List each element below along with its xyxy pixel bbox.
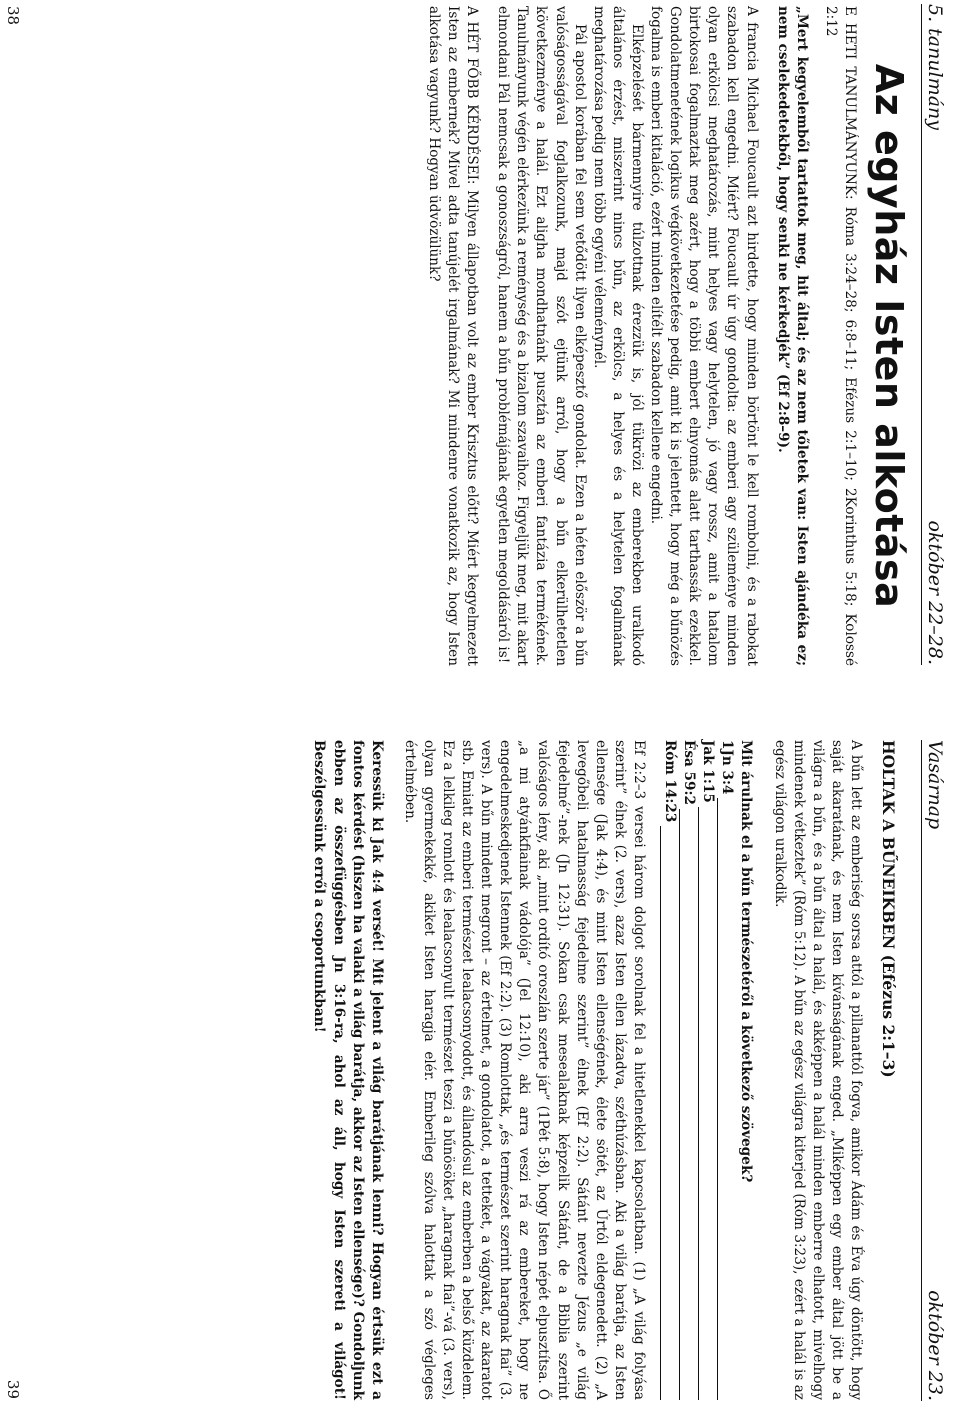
lesson-title: Az egyház Isten alkotása — [867, 63, 911, 609]
answer-line[interactable] — [698, 807, 713, 1400]
reference-row — [679, 740, 698, 1400]
key-questions: A HÉT FŐBB KÉRDÉSEI: Milyen állapotban volt az ember Krisztus előtt? Miért kegyelmezett Isten az embernek? Mivel adta tanújelét irgalmának? Mi mindenre vonatkozik az, hogy Isten alkotása vagyunk? Hogyan üdvözülünk? — [426, 6, 481, 666]
reference-row — [698, 740, 717, 1400]
discussion-question: Keressük ki Jak 4:4 versét! Mit jelent a világ barátjának lenni? Hogyan értsük ezt a fontos kérdést (hiszen ha valaki a világ barátja, akkor az Isten ellensége)? Gondoljunk ebben az összefüggésben Jn 3:16-ra, ahol az áll, hogy Isten szereti a világot! Beszélgessünk erről a csoportunkban! — [311, 740, 385, 1400]
right-page-number: 39 — [4, 1379, 22, 1399]
lesson-number: 5. tanulmány — [924, 4, 946, 130]
intro-paragraph-3: Pál apostol korában fel sem vetődött ilyen elképesztő gondolat. Ezen a héten először a bűn valóságosságával foglalkozunk, majd szót ejtünk arról, hogy a bűn elkerülhetetlen következménye a halál. Ezt aligha mondhatnánk pusztán az emberi fantázia termékének. Tanulmányunk végén elérkezünk a reménység és a bizalom szavaihoz. Figyeljük meg, mit akart elmondani Pál nemcsak a gonoszságról, hanem a bűn problémájának egyetlen megoldásáról is! — [495, 6, 588, 666]
left-page — [0, 0, 960, 705]
answer-line[interactable] — [679, 809, 694, 1400]
section-paragraph-2: Ef 2:2–3 versei három dolgot sorolnak fel a hitetlenekkel kapcsolatban. (1) „A világ folyása szerint” élnek (2. vers), azaz Isten ellen lázadva, széthúzásban. Aki a világ barátja, az Isten ellensége (Jak 4:4), és mint Isten ellenségének, élete sötét, az Úrtól eldegenedett. (2) „A levegőbeli hatalmasság fejedelme szerint” élnek (Ef 2:2). Sátánt nevezte Jézus „e világ fejedelmé”-nek (Jn 12:31). Sokan csak mesealaknak képzelik Sátánt, de a Biblia szerint valóságos lény, aki „mint ordító oroszlán szerte jár” (1Pét 5:8), hogy Isten népét elpusztítsa. Ő „a mi atyánkfiainak vádolója” (Jel 12:10), aki arra veszi rá az embereket, hogy ne engedelmeskedjenek Istennek (Ef 2:2). (3) Romlottak, „és természet szerint haragnak fiai” (3. vers). A bűn mindent megront – az értelmet, a gondolatot, a tetteket, a vágyakat, az akaratot stb. Emiatt az emberi természet lealacsonyodott, és állandósul az emberben a belső küzdelem. Ez a lelkileg romlott és lealacsonyult természet teszi a bűnösöket „haragnak fiai”-vá (3. vers), olyan gyermekekké, akiket Isten haragja elér. Emberileg szólva halottak a szó végleges értelmében. — [401, 740, 647, 1400]
question-title: Mit árulnak el a bűn természetéről a következő szövegek? — [738, 740, 755, 1183]
section-paragraph-1: A bűn lett az emberiség sorsa attól a pillanattól fogva, amikor Ádám és Éva úgy döntött, hogy saját akaratának, és nem Isten kívánságának enged. „Miképpen egy ember által jött be a világra a bűn, és a bűn által a halál, és akképpen a halál minden emberre elhatott, mivelhogy mindenek vétkeztek” (Róm 5:12). A bűn az egész világra kiterjed (Róm 3:23), ezért a halál is az egész világon uralkodik. — [771, 740, 864, 1400]
lesson-date-range: október 22–28. — [924, 520, 946, 665]
intro-paragraph-2: Elképzelését bármennyire túlzottnak érezzük is, jól tükrözi az emberekben uralkodó általános érzést, miszerint nincs bűn, az erkölcs, a helyes és a helytelen fogalmának meghatározása pedig nem több egyéni véleménynél. — [590, 6, 645, 666]
left-page-number: 38 — [4, 6, 22, 26]
reference-row — [717, 740, 736, 1400]
memory-verse: „Mert kegyelemből tartattok meg, hit által; és az nem tőletek van: Isten ajándéka ez; nem cselekedetekből, hogy senki ne kérkedjék” (Ef 2:8–9). — [774, 6, 810, 666]
intro-paragraph-1: A francia Michael Foucault azt hirdette, hogy minden börtönt le kell rombolni, és a rabokat szabadon kell engedni. Miért? Foucault úr úgy gondolta: az emberi agy szüleménye minden olyan erkölcsi meghatározás, mint helyes vagy helytelen, jó vagy rossz, amit a hatalom birtokosai fogalmaztak meg azért, hogy a többi embert elnyomás alatt tarthassák ezekkel. Gondolatmenetének logikus végkövetkeztetése pedig, amit ki is jelentett, hogy még a bűnözés fogalma is emberi kitaláció, ezért minden elítélt szabadon kellene engedni. — [648, 6, 760, 666]
reference-label: Róm 14:23 — [662, 740, 679, 823]
left-page-header — [921, 4, 950, 665]
reference-label: Ésa 59:2 — [681, 740, 698, 805]
section-title: HOLTAK A BŰNEIKBEN (Efézus 2:1–3) — [879, 740, 898, 1078]
weekly-study-references: E HETI TANULMÁNYUNK: Róma 3:24–28; 6:8–11; Efézus 2:1–10; 2Korinthus 5:18; Kolossé 2:12 — [822, 6, 858, 666]
reference-label: Jak 1:15 — [700, 740, 717, 803]
reference-label: 1Jn 3:4 — [719, 740, 736, 795]
answer-line[interactable] — [717, 798, 732, 1400]
day-label: Vasárnap — [924, 740, 946, 830]
reference-row — [660, 740, 679, 1400]
right-page-header — [921, 740, 950, 1401]
day-date: október 23. — [924, 1290, 946, 1401]
right-page-body — [309, 740, 904, 1400]
left-page-body — [424, 6, 911, 666]
answer-line[interactable] — [660, 826, 675, 1400]
right-page — [0, 706, 960, 1411]
